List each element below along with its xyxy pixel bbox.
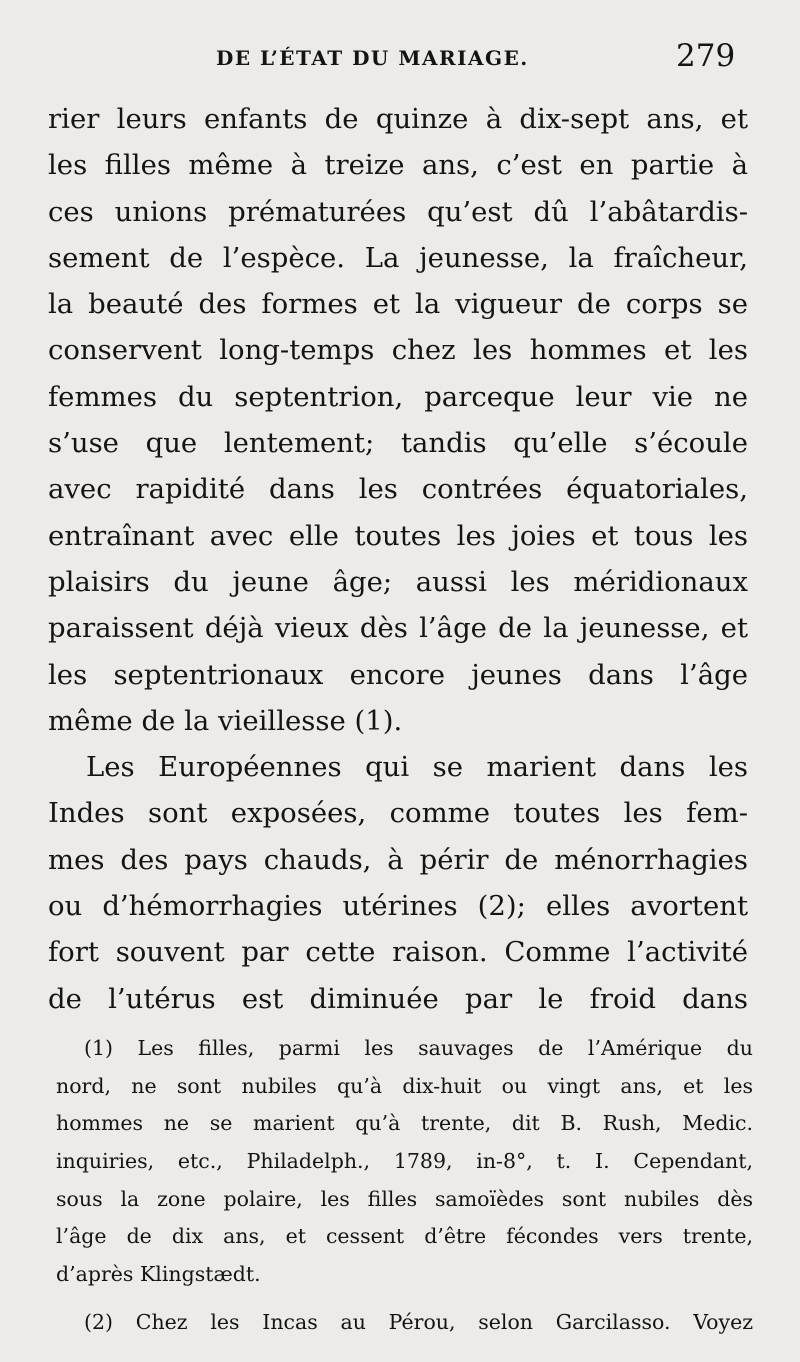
text-line: fort souvent par cette raison. Comme l’activité bbox=[48, 936, 748, 969]
main-text bbox=[48, 96, 748, 1022]
text-line: sement de l’espèce. La jeunesse, la fraîcheur, bbox=[48, 241, 748, 274]
footnote-2 bbox=[56, 1304, 753, 1342]
footnote-line: sous la zone polaire, les filles samoïèdes sont nubiles dès bbox=[56, 1186, 753, 1211]
footnotes bbox=[56, 1030, 753, 1342]
text-line: les filles même à treize ans, c’est en partie à bbox=[48, 149, 748, 182]
footnote-line: l’âge de dix ans, et cessent d’être fécondes vers trente, bbox=[56, 1224, 753, 1249]
text-line: plaisirs du jeune âge; aussi les méridionaux bbox=[48, 565, 748, 598]
page-header bbox=[0, 38, 800, 88]
text-line: avec rapidité dans les contrées équatoriales, bbox=[48, 473, 748, 506]
page-number: 279 bbox=[676, 38, 736, 74]
text-line: ces unions prématurées qu’est dû l’abâtardis- bbox=[48, 195, 748, 228]
text-line: conservent long-temps chez les hommes et les bbox=[48, 334, 748, 367]
footnote-line: (2) Chez les Incas au Pérou, selon Garcilasso. Voyez bbox=[84, 1309, 753, 1334]
text-line: de l’utérus est diminuée par le froid dans bbox=[48, 982, 748, 1015]
footnote-line: inquiries, etc., Philadelph., 1789, in-8°, t. I. Cependant, bbox=[56, 1149, 753, 1174]
text-line: paraissent déjà vieux dès l’âge de la jeunesse, et bbox=[48, 612, 748, 645]
text-line: les septentrionaux encore jeunes dans l’âge bbox=[48, 658, 748, 691]
text-line: Indes sont exposées, comme toutes les fem- bbox=[48, 797, 748, 830]
text-line: femmes du septentrion, parceque leur vie ne bbox=[48, 380, 748, 413]
footnote-line: d’après Klingstædt. bbox=[56, 1262, 261, 1287]
text-line: rier leurs enfants de quinze à dix-sept ans, et bbox=[48, 103, 748, 135]
footnote-1 bbox=[56, 1030, 753, 1294]
text-line: Les Européennes qui se marient dans les bbox=[86, 751, 748, 784]
footnote-line: nord, ne sont nubiles qu’à dix-huit ou vingt ans, et les bbox=[56, 1073, 753, 1098]
running-head: DE L’ÉTAT DU MARIAGE. bbox=[216, 46, 529, 70]
footnote-line: hommes ne se marient qu’à trente, dit B. Rush, Medic. bbox=[56, 1111, 753, 1136]
text-line: s’use que lentement; tandis qu’elle s’écoule bbox=[48, 427, 748, 460]
text-line: ou d’hémorrhagies utérines (2); elles avortent bbox=[48, 890, 748, 923]
text-line: entraînant avec elle toutes les joies et tous les bbox=[48, 519, 748, 552]
footnote-line: (1) Les filles, parmi les sauvages de l’Amérique du bbox=[84, 1036, 753, 1060]
text-line: mes des pays chauds, à périr de ménorrhagies bbox=[48, 843, 748, 876]
text-line: même de la vieillesse (1). bbox=[48, 704, 403, 737]
text-line: la beauté des formes et la vigueur de corps se bbox=[48, 288, 748, 321]
